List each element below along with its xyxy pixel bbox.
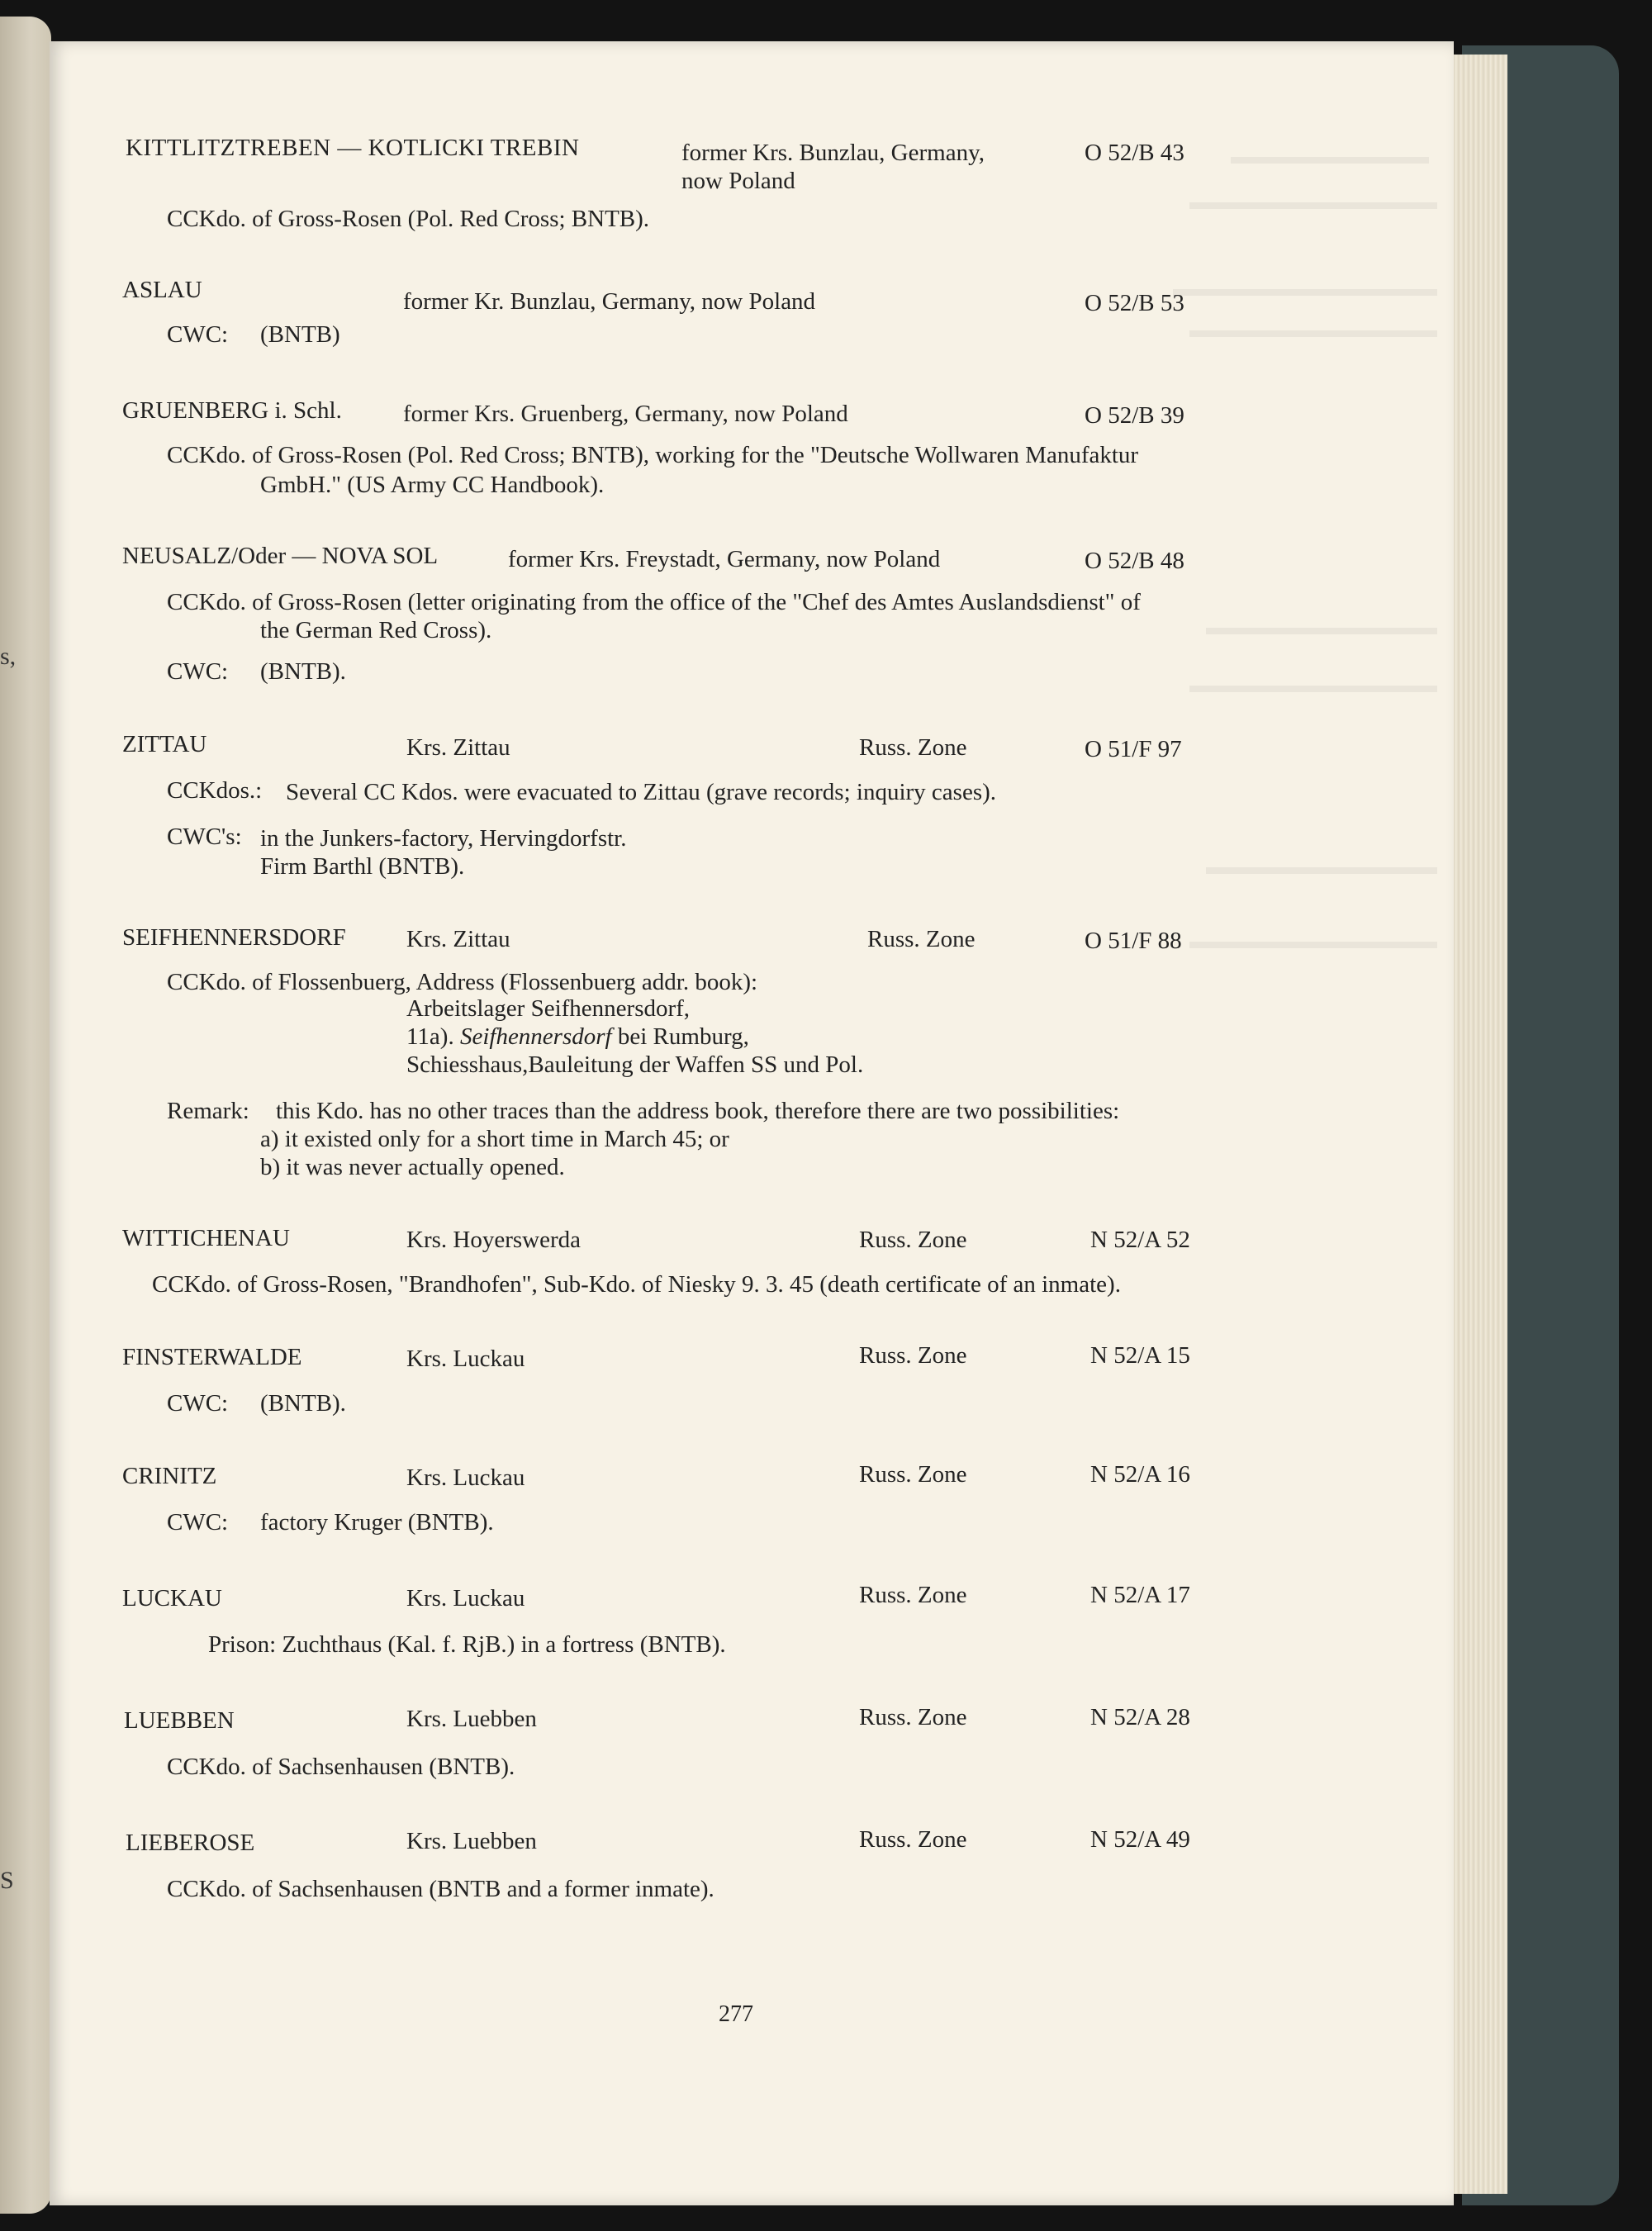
zone: Russ. Zone [859, 1582, 967, 1608]
zone: Russ. Zone [859, 1826, 967, 1853]
remark-label: Remark: [167, 1098, 249, 1124]
district: Krs. Luebben [406, 1706, 537, 1732]
place-name: LUCKAU [122, 1585, 222, 1612]
place-name: ASLAU [122, 277, 202, 303]
adjacent-left-page [0, 17, 51, 2214]
left-page-fragment: s, [0, 643, 17, 670]
grid-reference: N 52/A 49 [1090, 1826, 1190, 1853]
remark-option-b: b) it was never actually opened. [260, 1154, 565, 1180]
district: Krs. Hoyerswerda [406, 1227, 581, 1253]
place-name: LUEBBEN [124, 1707, 235, 1734]
address-italic-place: Seifhennersdorf [459, 1023, 612, 1050]
zone: Russ. Zone [859, 1342, 967, 1369]
district: Krs. Zittau [406, 926, 510, 952]
place-location: former Krs. Freystadt, Germany, now Poland [508, 546, 941, 572]
entry-detail: Prison: Zuchthaus (Kal. f. RjB.) in a fortress (BNTB). [208, 1631, 726, 1658]
place-name: NEUSALZ/Oder — NOVA SOL [122, 543, 439, 569]
cwc-label: CWC: [167, 1390, 229, 1417]
place-name: LIEBEROSE [126, 1830, 255, 1856]
cwc-label: CWC: [167, 658, 229, 685]
district: Krs. Luebben [406, 1828, 537, 1854]
cckdos-text: Several CC Kdos. were evacuated to Zittau (grave records; inquiry cases). [286, 779, 997, 805]
cwcs-label: CWC's: [167, 824, 242, 850]
entry-detail: CCKdo. of Flossenbuerg, Address (Flossenbuerg addr. book): [167, 969, 758, 995]
cwc-text: factory Kruger (BNTB). [260, 1509, 494, 1536]
entry-detail: CCKdo. of Gross-Rosen (letter originating from the office of the "Chef des Amtes Auslandsdienst" of [167, 589, 1141, 615]
cwc-text: (BNTB) [260, 321, 340, 348]
left-page-fragment: S [0, 1867, 14, 1894]
grid-reference: O 52/B 48 [1085, 548, 1184, 574]
zone: Russ. Zone [859, 1704, 967, 1730]
address-line [406, 1024, 749, 1051]
grid-reference: N 52/A 16 [1090, 1461, 1190, 1488]
district: Krs. Luckau [406, 1346, 525, 1372]
grid-reference: N 52/A 17 [1090, 1582, 1190, 1608]
remark-text: this Kdo. has no other traces than the address book, therefore there are two possibilities: [276, 1098, 1120, 1124]
remark-option-a: a) it existed only for a short time in March 45; or [260, 1126, 729, 1152]
district: Krs. Luckau [406, 1585, 525, 1612]
zone: Russ. Zone [859, 734, 967, 761]
grid-reference: O 51/F 97 [1085, 736, 1182, 762]
book-page [50, 41, 1454, 2205]
grid-reference: N 52/A 28 [1090, 1704, 1190, 1730]
cwc-label: CWC: [167, 321, 229, 348]
zone: Russ. Zone [859, 1227, 967, 1253]
zone: Russ. Zone [859, 1461, 967, 1488]
page-number: 277 [719, 2001, 753, 2027]
grid-reference: O 51/F 88 [1085, 928, 1182, 954]
place-name: KITTLITZTREBEN — KOTLICKI TREBIN [126, 135, 580, 161]
grid-reference: O 52/B 39 [1085, 402, 1184, 429]
place-name: ZITTAU [122, 731, 207, 757]
grid-reference: N 52/A 52 [1090, 1227, 1190, 1253]
zone: Russ. Zone [867, 926, 976, 952]
cwc-label: CWC: [167, 1509, 229, 1536]
entry-detail-cont: GmbH." (US Army CC Handbook). [260, 472, 605, 498]
entry-detail-cont: the German Red Cross). [260, 617, 492, 643]
place-location: former Kr. Bunzlau, Germany, now Poland [403, 288, 816, 315]
grid-reference: N 52/A 15 [1090, 1342, 1190, 1369]
grid-reference: O 52/B 53 [1085, 290, 1184, 316]
place-name: GRUENBERG i. Schl. [122, 397, 342, 424]
district: Krs. Luckau [406, 1464, 525, 1491]
cwc-text: (BNTB). [260, 1390, 346, 1417]
cwc-text: (BNTB). [260, 658, 346, 685]
place-location-cont: now Poland [681, 168, 795, 194]
entry-detail: CCKdo. of Gross-Rosen, "Brandhofen", Sub-Kdo. of Niesky 9. 3. 45 (death certificate of an inmate). [152, 1271, 1121, 1298]
place-location: former Krs. Gruenberg, Germany, now Poland [403, 401, 848, 427]
cwcs-text: in the Junkers-factory, Hervingdorfstr. [260, 825, 627, 852]
entry-detail: CCKdo. of Gross-Rosen (Pol. Red Cross; BNTB). [167, 206, 650, 232]
cwcs-text-cont: Firm Barthl (BNTB). [260, 853, 465, 880]
grid-reference: O 52/B 43 [1085, 140, 1184, 166]
cckdos-label: CCKdos.: [167, 777, 263, 804]
address-line: Arbeitslager Seifhennersdorf, [406, 995, 691, 1022]
place-name: CRINITZ [122, 1463, 217, 1489]
entry-detail: CCKdo. of Sachsenhausen (BNTB and a former inmate). [167, 1876, 714, 1902]
place-name: WITTICHENAU [122, 1225, 290, 1251]
district: Krs. Zittau [406, 734, 510, 761]
place-name: FINSTERWALDE [122, 1344, 302, 1370]
entry-detail: CCKdo. of Sachsenhausen (BNTB). [167, 1754, 515, 1780]
entry-detail: CCKdo. of Gross-Rosen (Pol. Red Cross; BNTB), working for the "Deutsche Wollwaren Manufaktur [167, 442, 1139, 468]
place-location: former Krs. Bunzlau, Germany, [681, 140, 985, 166]
address-prefix: 11a). [406, 1023, 454, 1050]
address-suffix: bei Rumburg, [617, 1023, 749, 1050]
place-name: SEIFHENNERSDORF [122, 924, 346, 951]
address-line: Schiesshaus,Bauleitung der Waffen SS und Pol. [406, 1051, 864, 1078]
